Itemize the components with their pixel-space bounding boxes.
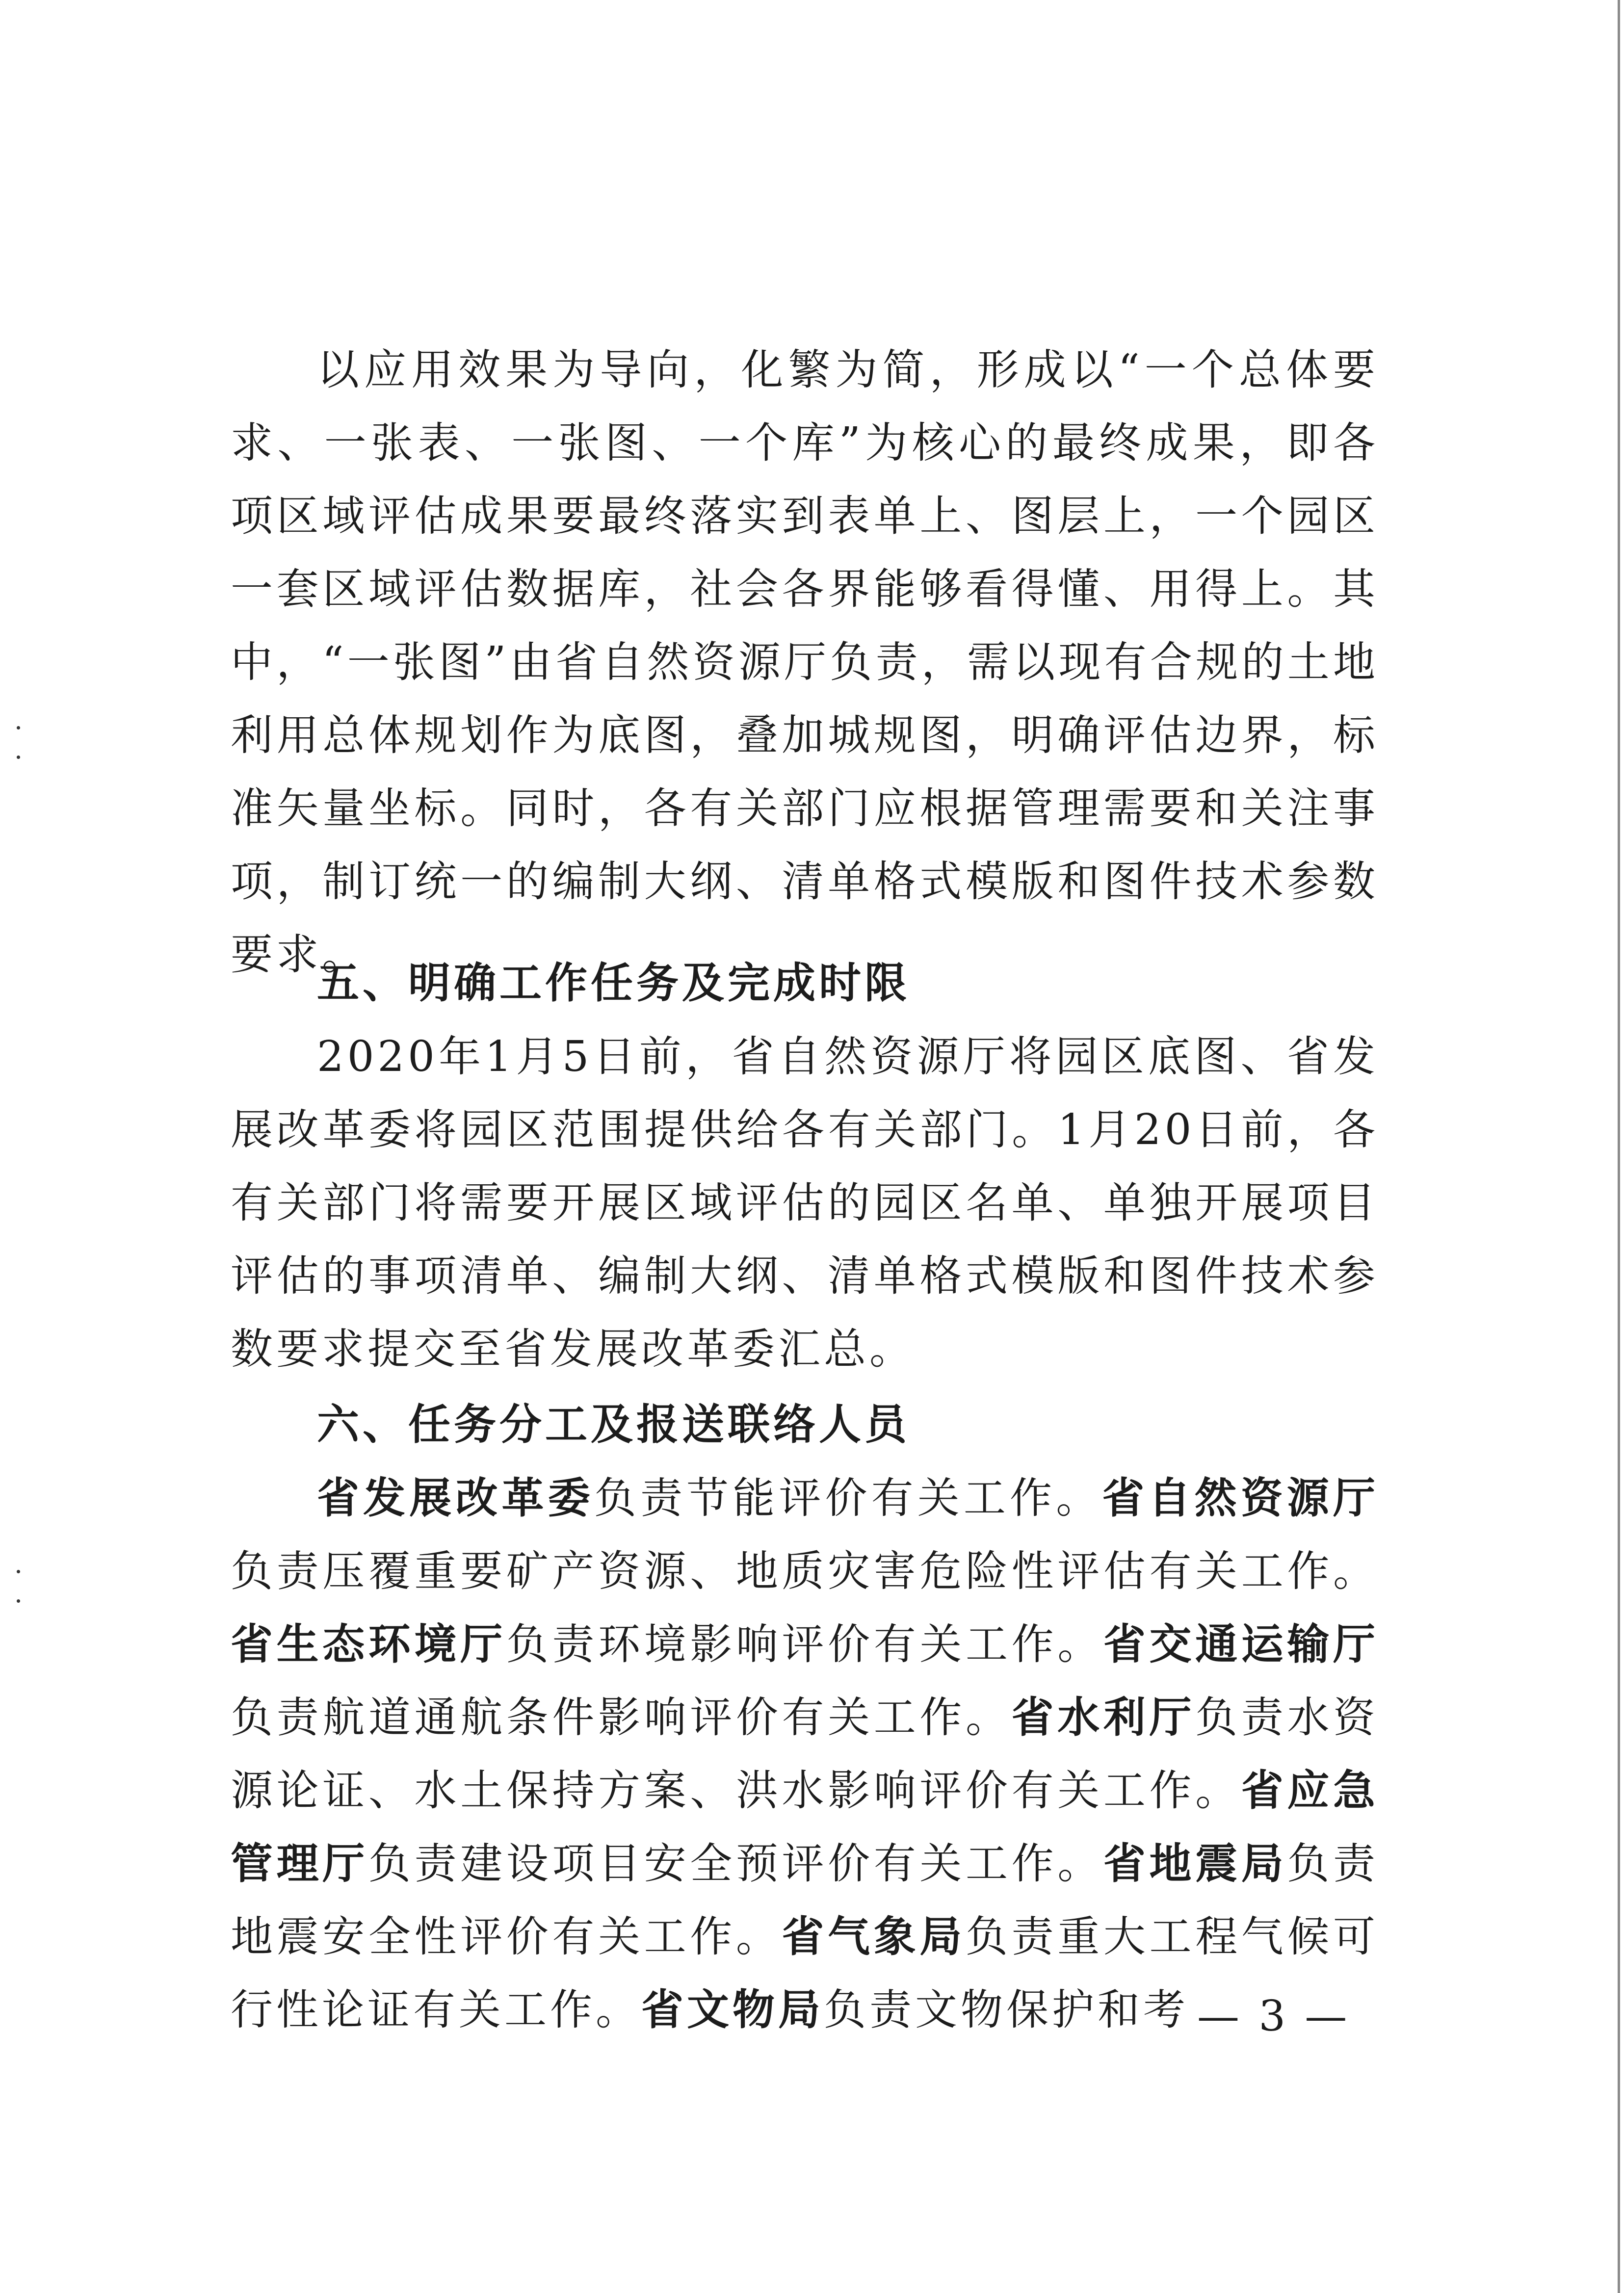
scan-border-line (1618, 0, 1620, 2293)
department-duty: 负责文物保护和考 (824, 1985, 1189, 2034)
department-name: 省气象局 (782, 1912, 966, 1961)
department-duty: 负责节能评价有关工作。 (594, 1474, 1102, 1523)
department-duty: 负责水资源论证、水土保持方案、洪水影响评价有关工作。 (231, 1693, 1379, 1815)
paragraph-final-results: 以应用效果为导向，化繁为简，形成以“一个总体要求、一张表、一张图、一个库”为核心的最终成果，即各项区域评估成果要最终落实到表单上、图层上，一个园区一套区域评估数据库，社会各界能够看得懂、用得上。其中，“一张图”由省自然资源厅负责，需以现有合规的土地利用总体规划作为底图，叠加城规图，明确评估边界，标准矢量坐标。同时，各有关部门应根据管理需要和关注事项，制订统一的编制大纲、清单格式模版和图件技术参数要求。 (231, 345, 1379, 979)
section-heading-6: 六、任务分工及报送联络人员 (317, 1400, 910, 1449)
department-name: 省自然资源厅 (1102, 1474, 1379, 1523)
department-duty: 负责环境影响评价有关工作。 (506, 1620, 1103, 1669)
department-name: 省水利厅 (1011, 1693, 1196, 1742)
department-duty: 负责重大工程气候可行性论证有关工作。 (231, 1912, 1379, 2034)
department-name: 省地震局 (1103, 1839, 1287, 1888)
department-name: 省交通运输厅 (1103, 1620, 1379, 1669)
section-heading-5: 五、明确工作任务及完成时限 (317, 959, 910, 1008)
department-name: 省发展改革委 (317, 1474, 594, 1523)
scan-mark (17, 756, 20, 759)
department-duty: 负责地震安全性评价有关工作。 (231, 1839, 1379, 1961)
scan-mark (17, 1599, 20, 1603)
paragraph-task-division (231, 1462, 1379, 2047)
department-name: 省文物局 (641, 1985, 824, 2034)
page-number: — 3 — (1197, 1992, 1350, 2041)
department-name: 省应急管理厅 (231, 1766, 1379, 1888)
scan-mark (17, 1570, 20, 1573)
scan-mark (17, 726, 20, 730)
department-duty: 负责航道通航条件影响评价有关工作。 (231, 1693, 1012, 1742)
department-name: 省生态环境厅 (231, 1620, 506, 1669)
department-duty: 负责建设项目安全预评价有关工作。 (368, 1839, 1103, 1888)
department-duty: 负责压覆重要矿产资源、地质灾害危险性评估有关工作。 (231, 1547, 1379, 1596)
paragraph-deadlines: 2020年1月5日前，省自然资源厅将园区底图、省发展改革委将园区范围提供给各有关部门。1月20日前，各有关部门将需要开展区域评估的园区名单、单独开展项目评估的事项清单、编制大纲、清单格式模版和图件技术参数要求提交至省发展改革委汇总。 (231, 1032, 1379, 1374)
